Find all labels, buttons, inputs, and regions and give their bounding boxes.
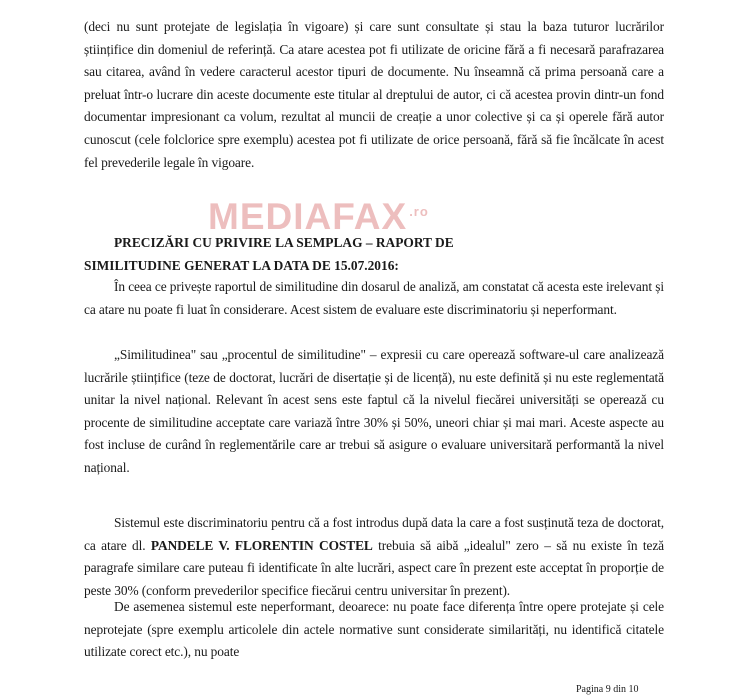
paragraph-3 (84, 344, 664, 480)
watermark-suffix: .ro (409, 203, 429, 219)
paragraph-1-text: (deci nu sunt protejate de legislația în vigoare) și care sunt consultate și stau la baza tuturor lucrărilor științifice din domeniul de referință. Ca atare acestea pot fi utilizate de oricine fără a fi necesară parafrazarea sau citarea, având în vedere caracterul acestor tipuri de documente. Nu înseamnă că prima persoană care a preluat într-o lucrare din aceste documente este titular al dreptului de autor, ci că acestea provin dintr-un fond documentar impresionant ca volum, rezultat al muncii de creație a unor colective și ca și operele fără autor cunoscut (cele folclorice spre exemplu) acestea pot fi utilizate de orice persoană, fără să fie încălcate în acest fel prevederile legale în vigoare. (84, 19, 664, 170)
heading-line-1: PRECIZĂRI CU PRIVIRE LA SEMPLAG – RAPORT DE (114, 235, 454, 250)
paragraph-4-pre: Sistemul este discriminatoriu pentru că a fost introdus după data la care a fost susținută teza de doctorat, ca atare dl. (84, 515, 664, 553)
paragraph-5-text: De asemenea sistemul este neperformant, deoarece: nu poate face diferența între opere protejate și cele neprotejate (spre exemplu articolele din actele normative sunt considerate similarități, nu identifică citatele utilizate corect etc.), nu poate (84, 599, 664, 660)
heading-line-2: SIMILITUDINE GENERAT LA DATA DE 15.07.2016: (84, 257, 399, 273)
paragraph-2 (84, 276, 664, 321)
paragraph-5 (84, 596, 664, 664)
section-heading (84, 232, 664, 277)
paragraph-4-post: trebuia să aibă „idealul" zero – să nu existe în teză paragrafe similare care puteau fi identificate în alte lucrări, aspect care în prezent este acceptat în proporție de peste 30% (conform prevederilor specifice fiecărui centru universitar în prezent). (84, 537, 665, 598)
paragraph-1 (84, 16, 664, 174)
paragraph-2-text: În ceea ce privește raportul de similitudine din dosarul de analiză, am constatat că acesta este irelevant și ca atare nu poate fi luat în considerare. Acest sistem de evaluare este discriminatoriu și neperformant. (84, 279, 664, 317)
paragraph-4 (84, 512, 664, 602)
page-number: Pagina 9 din 10 (576, 684, 639, 695)
watermark-text: MEDIAFAX (208, 196, 408, 237)
paragraph-4-text (84, 512, 664, 602)
paragraph-3-text: „Similitudinea" sau „procentul de similitudine" – expresii cu care operează software-ul care analizează lucrările științifice (teze de doctorat, lucrări de disertație și de licență), nu este definită și nu este reglementată unitar la nivel național. Relevant în acest sens este faptul că la nivelul fiecărei universități se operează cu procente de similitudine acceptate care variază între 30% și 50%, uneori chiar și mai mari. Aceste aspecte au fost incluse de curând în reglementările care ar trebui să asigure o evaluare universitară performantă la nivel național. (84, 347, 664, 475)
person-name: PANDELE V. FLORENTIN COSTEL (150, 537, 373, 553)
